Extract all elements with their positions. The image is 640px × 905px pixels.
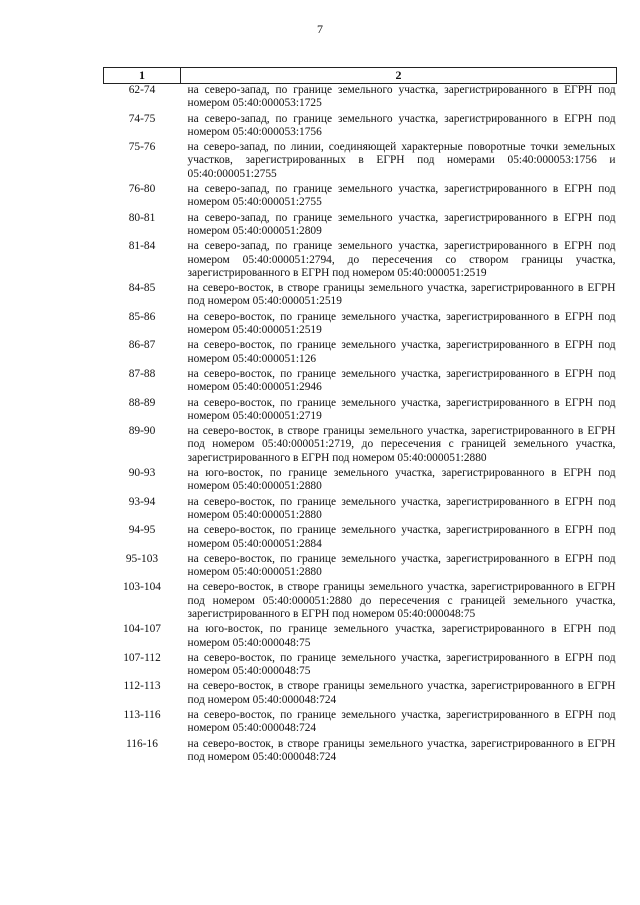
description-cell: на северо-восток, в створе границы земельного участка, зарегистрированного в ЕГРН под номером 05:40:000051:2880 до пересечения с границей земельного участка, зарегистрированного в ЕГРН под номером 05:40:000048:75 — [187, 581, 616, 620]
table-row — [104, 212, 617, 241]
description-cell: на северо-запад, по границе земельного участка, зарегистрированного в ЕГРН под номером 05:40:000051:2809 — [187, 211, 616, 237]
segment-cell: 86-87 — [128, 339, 156, 352]
page-number: 7 — [317, 22, 323, 36]
segment-cell: 95-103 — [125, 552, 159, 565]
description-cell: на северо-восток, по границе земельного участка, зарегистрированного в ЕГРН под номером 05:40:000051:2519 — [187, 310, 616, 337]
table-row — [104, 339, 617, 368]
segment-cell: 74-75 — [128, 112, 156, 125]
table-row — [104, 240, 617, 282]
boundary-description-table — [103, 67, 617, 766]
table-row — [104, 524, 617, 553]
description-cell: на северо-восток, по границе земельного участка, зарегистрированного в ЕГРН под номером 05:40:000051:2719 — [187, 396, 616, 422]
table-header-row — [104, 68, 617, 84]
description-cell: на северо-запад, по границе земельного участка, зарегистрированного в ЕГРН под номером 05:40:000053:1756 — [187, 112, 616, 138]
segment-cell: 89-90 — [128, 425, 156, 438]
table-row — [104, 425, 617, 467]
table-row — [104, 581, 617, 623]
description-cell: на северо-восток, по границе земельного участка, зарегистрированного в ЕГРН под номером 05:40:000051:2884 — [187, 524, 616, 550]
segment-cell: 90-93 — [128, 467, 156, 480]
table-row — [104, 397, 617, 426]
segment-cell: 104-107 — [123, 623, 161, 636]
description-cell: на северо-восток, по границе земельного участка, зарегистрированного в ЕГРН под номером 05:40:000051:2946 — [187, 367, 616, 394]
table-row — [104, 652, 617, 681]
table-row — [104, 623, 617, 652]
segment-cell: 76-80 — [128, 183, 156, 196]
column-header-description: 2 — [181, 68, 617, 84]
description-cell: на юго-восток, по границе земельного участка, зарегистрированного в ЕГРН под номером 05:40:000051:2880 — [187, 467, 616, 493]
table-row — [104, 496, 617, 525]
table-row — [104, 467, 617, 496]
description-cell: на северо-восток, в створе границы земельного участка, зарегистрированного в ЕГРН под номером 05:40:000051:2719, до пересечения с границей земельного участка, зарегистрированного в ЕГРН под номером 05:40:000051:2880 — [187, 425, 616, 464]
description-cell: на юго-восток, по границе земельного участка, зарегистрированного в ЕГРН под номером 05:40:000048:75 — [187, 623, 616, 649]
description-cell: на северо-восток, по границе земельного участка, зарегистрированного в ЕГРН под номером 05:40:000048:724 — [187, 709, 616, 735]
description-cell: на северо-восток, по границе земельного участка, зарегистрированного в ЕГРН под номером 05:40:000051:2880 — [187, 552, 616, 579]
column-header-segment: 1 — [104, 68, 181, 84]
table-row — [104, 680, 617, 709]
table-row — [104, 553, 617, 582]
segment-cell: 93-94 — [128, 495, 156, 508]
table-row — [104, 141, 617, 183]
description-cell: на северо-восток, в створе границы земельного участка, зарегистрированного в ЕГРН под номером 05:40:000048:724 — [187, 737, 616, 763]
table-row — [104, 311, 617, 340]
segment-cell: 80-81 — [128, 211, 156, 224]
description-cell: на северо-восток, по границе земельного участка, зарегистрированного в ЕГРН под номером 05:40:000048:75 — [187, 651, 616, 678]
table-row — [104, 709, 617, 738]
segment-cell: 103-104 — [123, 581, 161, 594]
description-cell: на северо-запад, по линии, соединяющей характерные поворотные точки земельных участков, зарегистрированных в ЕГРН под номерами 05:40:000053:1756 и 05:40:000051:2755 — [187, 141, 616, 180]
table-row — [104, 183, 617, 212]
segment-cell: 84-85 — [128, 282, 156, 295]
description-cell: на северо-запад, по границе земельного участка, зарегистрированного в ЕГРН под номером 05:40:000053:1725 — [187, 84, 616, 110]
segment-cell: 107-112 — [123, 651, 161, 664]
description-cell: на северо-запад, по границе земельного участка, зарегистрированного в ЕГРН под номером 05:40:000051:2755 — [187, 183, 616, 209]
table-row — [104, 113, 617, 142]
description-cell: на северо-восток, по границе земельного участка, зарегистрированного в ЕГРН под номером 05:40:000051:2880 — [187, 495, 616, 521]
description-cell: на северо-восток, по границе земельного участка, зарегистрированного в ЕГРН под номером 05:40:000051:126 — [187, 339, 616, 365]
table-row — [104, 84, 617, 113]
description-cell: на северо-восток, в створе границы земельного участка, зарегистрированного в ЕГРН под номером 05:40:000051:2519 — [187, 282, 616, 308]
segment-cell: 88-89 — [128, 396, 156, 409]
segment-cell: 94-95 — [128, 524, 156, 537]
description-cell: на северо-запад, по границе земельного участка, зарегистрированного в ЕГРН под номером 05:40:000051:2794, до пересечения со створом границы участка, зарегистрированного в ЕГРН под номером 05:40:000051:2519 — [187, 240, 616, 279]
table-row — [104, 368, 617, 397]
segment-cell: 87-88 — [128, 367, 156, 380]
segment-cell: 112-113 — [123, 680, 161, 693]
segment-cell: 75-76 — [128, 141, 156, 154]
table-row — [104, 282, 617, 311]
table-body — [104, 84, 617, 767]
description-cell: на северо-восток, в створе границы земельного участка, зарегистрированного в ЕГРН под номером 05:40:000048:724 — [187, 680, 616, 706]
table-row — [104, 738, 617, 767]
segment-cell: 81-84 — [128, 240, 156, 253]
segment-cell: 62-74 — [128, 84, 156, 96]
segment-cell: 85-86 — [128, 310, 156, 323]
segment-cell: 116-16 — [126, 737, 158, 750]
segment-cell: 113-116 — [123, 709, 161, 722]
